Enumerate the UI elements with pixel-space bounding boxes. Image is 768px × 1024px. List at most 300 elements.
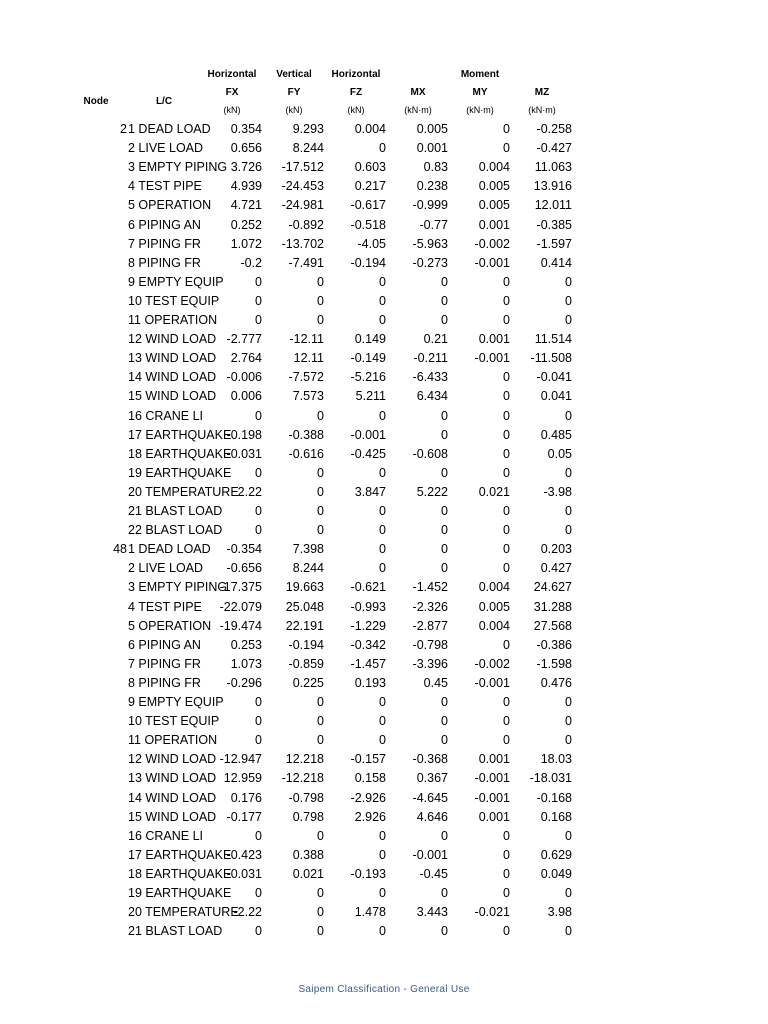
mz-cell: 0: [565, 886, 572, 900]
table-row: [0, 598, 768, 617]
load-case-cell: 1 DEAD LOAD: [128, 122, 211, 136]
my-cell: -0.021: [474, 905, 510, 920]
fy-cell: 12.218: [285, 752, 324, 767]
my-cell: 0.005: [478, 179, 510, 194]
load-case-cell: 19 EARTHQUAKE: [128, 465, 232, 480]
fx-cell: -0.423: [226, 847, 262, 862]
mx-cell: 0: [441, 274, 448, 289]
my-cell: -0.002: [474, 236, 510, 251]
header-mz: MZ: [534, 87, 550, 98]
load-case-cell: 14 WIND LOAD: [128, 790, 217, 805]
mz-cell: 0: [565, 504, 572, 518]
header-moment-group: Moment: [460, 69, 500, 80]
fz-cell: 0: [379, 293, 386, 308]
fy-cell: 9.293: [292, 122, 324, 136]
my-cell: 0.004: [478, 618, 510, 633]
node-cell: 2: [120, 122, 127, 136]
fz-cell: 0: [379, 274, 386, 289]
fx-cell: 2.764: [230, 351, 262, 366]
fx-cell: -2.22: [233, 905, 262, 920]
mz-cell: 0.476: [540, 675, 572, 690]
fx-cell: 0.006: [230, 389, 262, 404]
fy-cell: 0: [317, 504, 324, 518]
load-case-cell: 21 BLAST LOAD: [128, 924, 223, 939]
table-row: [0, 827, 768, 846]
fy-cell: 0.225: [292, 675, 324, 690]
fy-cell: 0: [317, 523, 324, 538]
fx-cell: 12.959: [223, 771, 262, 786]
fy-cell: 0: [317, 465, 324, 480]
table-row: [0, 311, 768, 330]
unit-mz: (kN·m): [528, 105, 556, 115]
my-cell: 0: [503, 313, 510, 327]
header-my: MY: [472, 87, 488, 98]
fy-cell: 0: [317, 828, 324, 843]
mz-cell: -0.041: [536, 370, 572, 385]
my-cell: 0: [503, 274, 510, 289]
fz-cell: 2.926: [354, 809, 386, 824]
mz-cell: -0.427: [536, 141, 572, 156]
mz-cell: 0.168: [540, 809, 572, 824]
fz-cell: -0.617: [350, 198, 386, 213]
fz-cell: 0.193: [354, 675, 386, 690]
mz-cell: -1.598: [536, 656, 572, 671]
load-case-cell: 8 PIPING FR: [128, 255, 201, 270]
fz-cell: 0: [379, 313, 386, 327]
mx-cell: 0.001: [416, 141, 448, 156]
table-row: [0, 254, 768, 273]
fz-cell: 0.004: [354, 122, 386, 136]
fx-cell: 0.354: [230, 122, 262, 136]
table-row: [0, 120, 768, 139]
unit-my: (kN·m): [466, 105, 494, 115]
load-case-cell: 12 WIND LOAD: [128, 332, 217, 347]
fx-cell: -22.079: [219, 599, 262, 614]
my-cell: 0: [503, 542, 510, 557]
mx-cell: 0.238: [416, 179, 448, 194]
mz-cell: 0.414: [540, 255, 572, 270]
my-cell: -0.001: [474, 771, 510, 786]
fz-cell: 0: [379, 828, 386, 843]
mx-cell: 0: [441, 293, 448, 308]
my-cell: 0: [503, 408, 510, 423]
load-case-cell: 17 EARTHQUAKE: [128, 847, 232, 862]
fx-cell: -0.2: [240, 255, 262, 270]
table-row: [0, 540, 768, 559]
fz-cell: -0.518: [350, 217, 386, 232]
load-case-cell: 13 WIND LOAD: [128, 351, 217, 366]
mz-cell: 0.05: [547, 446, 572, 461]
header-fz: FZ: [349, 87, 363, 98]
mx-cell: -1.452: [412, 580, 448, 595]
my-cell: 0.004: [478, 160, 510, 175]
fx-cell: 0: [255, 465, 262, 480]
fz-cell: 0.217: [354, 179, 386, 194]
load-case-cell: 10 TEST EQUIP: [128, 714, 220, 729]
mz-cell: 0.049: [540, 866, 572, 881]
header-fy: FY: [287, 87, 301, 98]
mx-cell: 0: [441, 523, 448, 538]
fy-cell: 0: [317, 905, 324, 920]
mz-cell: 0.427: [540, 561, 572, 576]
load-case-cell: 14 WIND LOAD: [128, 370, 217, 385]
table-row: [0, 387, 768, 406]
table-row: [0, 903, 768, 922]
fy-cell: 7.398: [292, 542, 324, 557]
my-cell: 0: [503, 427, 510, 442]
mx-cell: 0.21: [423, 332, 448, 347]
table-row: [0, 808, 768, 827]
fy-cell: 0: [317, 313, 324, 327]
mx-cell: 0: [441, 733, 448, 748]
table-row: [0, 445, 768, 464]
table-row: [0, 769, 768, 788]
mx-cell: 0: [441, 408, 448, 423]
fy-cell: 0: [317, 484, 324, 499]
mx-cell: 0: [441, 504, 448, 518]
fz-cell: -5.216: [350, 370, 386, 385]
fx-cell: 0: [255, 924, 262, 939]
mz-cell: -0.258: [536, 122, 572, 136]
unit-mx: (kN·m): [404, 105, 432, 115]
my-cell: -0.001: [474, 790, 510, 805]
my-cell: 0: [503, 714, 510, 729]
my-cell: 0.001: [478, 809, 510, 824]
mx-cell: 0: [441, 828, 448, 843]
load-case-cell: 22 BLAST LOAD: [128, 523, 223, 538]
fz-cell: -2.926: [350, 790, 386, 805]
mz-cell: 11.514: [534, 332, 572, 347]
mx-cell: 0.367: [416, 771, 448, 786]
my-cell: 0.021: [478, 484, 510, 499]
load-case-cell: 7 PIPING FR: [128, 656, 201, 671]
unit-fx: (kN): [223, 105, 241, 115]
fy-cell: 0: [317, 293, 324, 308]
unit-fy: (kN): [285, 105, 303, 115]
mz-cell: 0.203: [540, 542, 572, 557]
mx-cell: 0.83: [423, 160, 448, 175]
fx-cell: -12.947: [219, 752, 262, 767]
fx-cell: 0: [255, 274, 262, 289]
load-case-cell: 2 LIVE LOAD: [128, 561, 204, 576]
fy-cell: -12.11: [289, 332, 324, 347]
fy-cell: 8.244: [292, 141, 324, 156]
my-cell: 0.001: [478, 217, 510, 232]
mx-cell: 0: [441, 542, 448, 557]
fx-cell: 1.073: [230, 656, 262, 671]
mz-cell: 0: [565, 408, 572, 423]
fy-cell: 8.244: [292, 561, 324, 576]
fz-cell: 0.149: [354, 332, 386, 347]
load-case-cell: 12 WIND LOAD: [128, 752, 217, 767]
mx-cell: 3.443: [416, 905, 448, 920]
fx-cell: 0.176: [230, 790, 262, 805]
unit-fz: (kN): [347, 105, 365, 115]
table-row: [0, 674, 768, 693]
table-row: [0, 292, 768, 311]
header-fx-group: Horizontal: [207, 69, 257, 80]
header-mx: MX: [410, 87, 426, 98]
fx-cell: -17.375: [219, 580, 262, 595]
fx-cell: -0.354: [226, 542, 262, 557]
fz-cell: 0: [379, 714, 386, 729]
fz-cell: 0.603: [354, 160, 386, 175]
mx-cell: 0: [441, 561, 448, 576]
load-case-cell: 4 TEST PIPE: [128, 599, 202, 614]
mx-cell: -0.999: [412, 198, 448, 213]
mz-cell: -0.168: [536, 790, 572, 805]
mz-cell: -18.031: [529, 771, 572, 786]
fz-cell: -1.457: [350, 656, 386, 671]
fx-cell: -0.198: [226, 427, 262, 442]
mz-cell: 0: [565, 733, 572, 748]
mz-cell: 11.063: [534, 160, 572, 175]
fy-cell: 0: [317, 733, 324, 748]
mx-cell: 0: [441, 695, 448, 709]
fy-cell: 7.573: [292, 389, 324, 404]
load-case-cell: 6 PIPING AN: [128, 217, 201, 232]
header-fz-group: Horizontal: [331, 69, 381, 80]
fy-cell: -13.702: [281, 236, 324, 251]
node-cell: 48: [113, 542, 127, 557]
mx-cell: -0.273: [412, 255, 448, 270]
fz-cell: 0: [379, 561, 386, 576]
fz-cell: -0.157: [350, 752, 386, 767]
my-cell: -0.001: [474, 351, 510, 366]
load-case-cell: 3 EMPTY PIPING: [128, 580, 228, 595]
load-case-cell: 20 TEMPERATURE: [128, 905, 239, 920]
my-cell: 0: [503, 446, 510, 461]
table-row: [0, 273, 768, 292]
mx-cell: 0: [441, 886, 448, 900]
header-fy-group: Vertical: [276, 69, 312, 80]
my-cell: 0: [503, 141, 510, 156]
fy-cell: 22.191: [285, 618, 324, 633]
fy-cell: 0: [317, 274, 324, 289]
my-cell: 0: [503, 886, 510, 900]
fy-cell: -12.218: [281, 771, 324, 786]
fx-cell: -0.656: [226, 561, 262, 576]
fy-cell: 0: [317, 714, 324, 729]
my-cell: 0: [503, 847, 510, 862]
fy-cell: -0.859: [288, 656, 324, 671]
mz-cell: -0.385: [536, 217, 572, 232]
mz-cell: 0.041: [540, 389, 572, 404]
fz-cell: -0.194: [350, 255, 386, 270]
mx-cell: -2.326: [412, 599, 448, 614]
mz-cell: 27.568: [533, 618, 572, 633]
table-row: [0, 693, 768, 712]
table-row: [0, 922, 768, 941]
load-case-cell: 3 EMPTY PIPING: [128, 160, 228, 175]
fx-cell: -0.177: [226, 809, 262, 824]
fy-cell: -24.453: [281, 179, 324, 194]
fz-cell: -0.993: [350, 599, 386, 614]
fx-cell: 0: [255, 523, 262, 538]
table-row: [0, 483, 768, 502]
fz-cell: 0: [379, 141, 386, 156]
mx-cell: 6.434: [416, 389, 448, 404]
my-cell: 0: [503, 523, 510, 538]
my-cell: 0: [503, 637, 510, 652]
fz-cell: 0: [379, 695, 386, 709]
mz-cell: 0: [565, 293, 572, 308]
mx-cell: -0.211: [413, 351, 448, 366]
mz-cell: 0.485: [540, 427, 572, 442]
fx-cell: -0.006: [226, 370, 262, 385]
my-cell: 0: [503, 389, 510, 404]
fx-cell: 0.656: [230, 141, 262, 156]
table-row: [0, 712, 768, 731]
fx-cell: 0: [255, 408, 262, 423]
table-row: [0, 617, 768, 636]
mx-cell: -0.368: [412, 752, 448, 767]
table-row: [0, 426, 768, 445]
fx-cell: 3.726: [230, 160, 262, 175]
fx-cell: 4.721: [230, 198, 262, 213]
mz-cell: 31.288: [533, 599, 572, 614]
table-row: [0, 216, 768, 235]
fz-cell: 0: [379, 465, 386, 480]
table-row: [0, 158, 768, 177]
mx-cell: -2.877: [412, 618, 448, 633]
my-cell: 0: [503, 504, 510, 518]
table-row: [0, 407, 768, 426]
load-case-cell: 5 OPERATION: [128, 618, 212, 633]
fy-cell: -0.388: [288, 427, 324, 442]
fy-cell: -0.194: [288, 637, 324, 652]
fx-cell: 0.252: [230, 217, 262, 232]
fy-cell: -7.491: [288, 255, 324, 270]
mz-cell: 0: [565, 523, 572, 538]
mz-cell: -11.508: [530, 351, 572, 366]
fy-cell: 12.11: [293, 351, 324, 366]
my-cell: 0.005: [478, 599, 510, 614]
fz-cell: -0.149: [350, 351, 386, 366]
fx-cell: -0.031: [226, 866, 262, 881]
header-lc: L/C: [155, 96, 173, 107]
table-row: [0, 177, 768, 196]
mz-cell: 0: [565, 828, 572, 843]
fx-cell: 0: [255, 695, 262, 709]
fz-cell: -1.229: [350, 618, 386, 633]
fy-cell: 0.021: [292, 866, 324, 881]
load-case-cell: 19 EARTHQUAKE: [128, 886, 232, 900]
fz-cell: 0: [379, 886, 386, 900]
load-case-cell: 10 TEST EQUIP: [128, 293, 220, 308]
mx-cell: 0: [441, 465, 448, 480]
load-case-cell: 16 CRANE LI: [128, 408, 204, 423]
table-row: [0, 559, 768, 578]
load-case-cell: 15 WIND LOAD: [128, 809, 217, 824]
table-row: [0, 884, 768, 903]
load-case-cell: 20 TEMPERATURE: [128, 484, 239, 499]
mx-cell: 4.646: [416, 809, 448, 824]
mz-cell: 24.627: [533, 580, 572, 595]
table-row: [0, 502, 768, 521]
table-row: [0, 464, 768, 483]
fy-cell: -7.572: [288, 370, 324, 385]
mx-cell: 0.005: [416, 122, 448, 136]
fx-cell: 0: [255, 714, 262, 729]
load-case-cell: 11 OPERATION: [128, 733, 218, 748]
fz-cell: 0: [379, 847, 386, 862]
my-cell: 0: [503, 293, 510, 308]
fx-cell: 0: [255, 293, 262, 308]
fx-cell: -0.031: [226, 446, 262, 461]
load-case-cell: 18 EARTHQUAKE: [128, 446, 232, 461]
mz-cell: 0: [565, 465, 572, 480]
fx-cell: -0.296: [226, 675, 262, 690]
table-row: [0, 368, 768, 387]
load-case-cell: 18 EARTHQUAKE: [128, 866, 232, 881]
load-case-cell: 8 PIPING FR: [128, 675, 201, 690]
fz-cell: -4.05: [357, 236, 386, 251]
fz-cell: -0.193: [350, 866, 386, 881]
load-case-cell: 4 TEST PIPE: [128, 179, 202, 194]
table-row: [0, 521, 768, 540]
fy-cell: 0: [317, 886, 324, 900]
fz-cell: 3.847: [354, 484, 386, 499]
mx-cell: -0.798: [412, 637, 448, 652]
my-cell: -0.002: [474, 656, 510, 671]
mz-cell: 12.011: [534, 198, 572, 213]
load-case-cell: 15 WIND LOAD: [128, 389, 217, 404]
fx-cell: -2.777: [226, 332, 262, 347]
table-row: [0, 349, 768, 368]
mz-cell: 0: [565, 714, 572, 729]
load-case-cell: 9 EMPTY EQUIP: [128, 695, 224, 709]
fy-cell: 19.663: [285, 580, 324, 595]
my-cell: -0.001: [474, 255, 510, 270]
table-row: [0, 789, 768, 808]
fy-cell: 0: [317, 695, 324, 709]
fx-cell: -19.474: [219, 618, 262, 633]
fz-cell: 0: [379, 733, 386, 748]
fy-cell: 0.388: [292, 847, 324, 862]
load-case-cell: 7 PIPING FR: [128, 236, 201, 251]
my-cell: 0.004: [478, 580, 510, 595]
mz-cell: 0.629: [540, 847, 572, 862]
fx-cell: 0: [255, 733, 262, 748]
mz-cell: -0.386: [536, 637, 572, 652]
mz-cell: -3.98: [543, 484, 572, 499]
load-case-cell: 5 OPERATION: [128, 198, 212, 213]
fy-cell: -24.981: [281, 198, 324, 213]
mz-cell: 3.98: [547, 905, 572, 920]
fy-cell: 25.048: [285, 599, 324, 614]
table-row: [0, 578, 768, 597]
mx-cell: 0: [441, 924, 448, 939]
fx-cell: 1.072: [230, 236, 262, 251]
mx-cell: 0: [441, 427, 448, 442]
mx-cell: -0.45: [419, 866, 448, 881]
mx-cell: -0.77: [419, 217, 448, 232]
mx-cell: 5.222: [416, 484, 448, 499]
classification-footer: Saipem Classification - General Use: [298, 984, 470, 995]
load-case-cell: 13 WIND LOAD: [128, 771, 217, 786]
fy-cell: -0.798: [288, 790, 324, 805]
my-cell: 0: [503, 866, 510, 881]
mx-cell: -6.433: [412, 370, 448, 385]
fx-cell: 0: [255, 828, 262, 843]
fz-cell: -0.621: [350, 580, 386, 595]
fz-cell: 0.158: [354, 771, 386, 786]
table-row: [0, 636, 768, 655]
my-cell: 0: [503, 695, 510, 709]
header-node: Node: [83, 96, 109, 107]
fz-cell: -0.342: [350, 637, 386, 652]
